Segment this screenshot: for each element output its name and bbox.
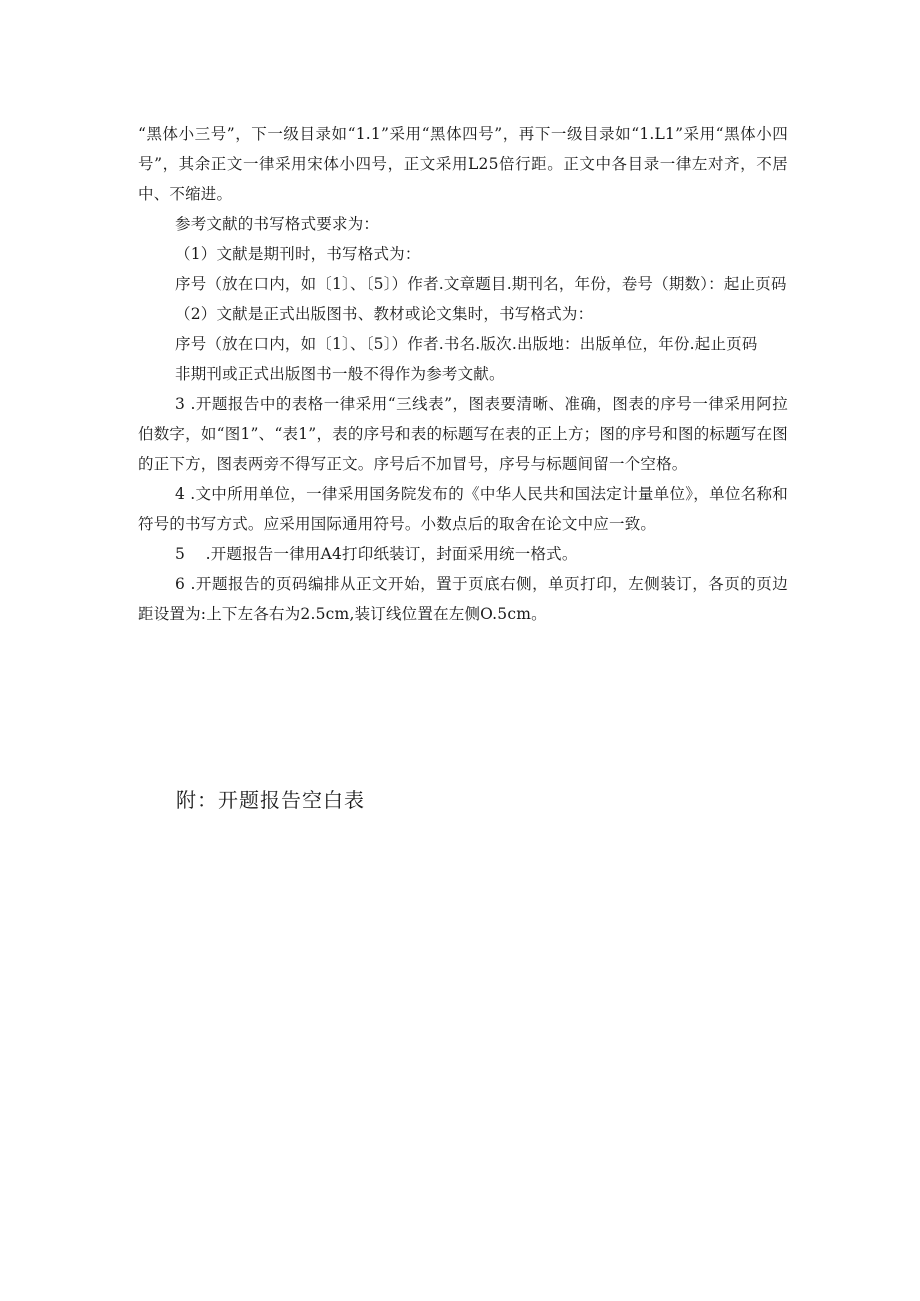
paragraph-book-format: 序号（放在口内，如〔1〕、〔5〕）作者.书名.版次.出版地：出版单位，年份.起止页码 bbox=[175, 335, 758, 353]
paragraph-rule-4-units: 4 .文中所用单位，一律采用国务院发布的《中华人民共和国法定计量单位》，单位名称和符号的书写方式。应采用国际通用符号。小数点后的取舍在论文中应一致。 bbox=[138, 485, 788, 533]
paragraph-book-format-label: （2）文献是正式出版图书、教材或论文集时，书写格式为： bbox=[175, 305, 594, 323]
paragraph-journal-format: 序号（放在口内，如〔1〕、〔5〕）作者.文章题目.期刊名，年份，卷号（期数）：起止页码 bbox=[175, 275, 787, 293]
document-body bbox=[138, 119, 788, 629]
appendix-title: 附：开题报告空白表 bbox=[176, 788, 365, 812]
paragraph-journal-format-label: （1）文献是期刊时，书写格式为： bbox=[175, 245, 421, 263]
paragraph-heading-font-rules: “黑体小三号”，下一级目录如“1.1”采用“黑体四号”，再下一级目录如“1.L1”采用“黑体小四号”，其余正文一律采用宋体小四号，正文采用L25倍行距。正文中各目录一律左对齐，不居中、不缩进。 bbox=[138, 125, 788, 203]
paragraph-rule-5-binding: 5 .开题报告一律用A4打印纸装订，封面采用统一格式。 bbox=[175, 545, 578, 563]
paragraph-reference-note: 非期刊或正式出版图书一般不得作为参考文献。 bbox=[175, 365, 505, 383]
paragraph-rule-6-page-numbers: 6 .开题报告的页码编排从正文开始，置于页底右侧，单页打印，左侧装订，各页的页边距设置为:上下左各右为2.5cm,装订线位置在左侧O.5cm。 bbox=[138, 575, 788, 623]
paragraph-reference-format-intro: 参考文献的书写格式要求为： bbox=[175, 215, 380, 233]
paragraph-rule-3-tables: 3 .开题报告中的表格一律采用“三线表”，图表要清晰、准确，图表的序号一律采用阿拉伯数字，如“图1”、“表1”，表的序号和表的标题写在表的正上方；图的序号和图的标题写在图的正下方，图表两旁不得写正文。序号后不加冒号，序号与标题间留一个空格。 bbox=[138, 395, 788, 473]
